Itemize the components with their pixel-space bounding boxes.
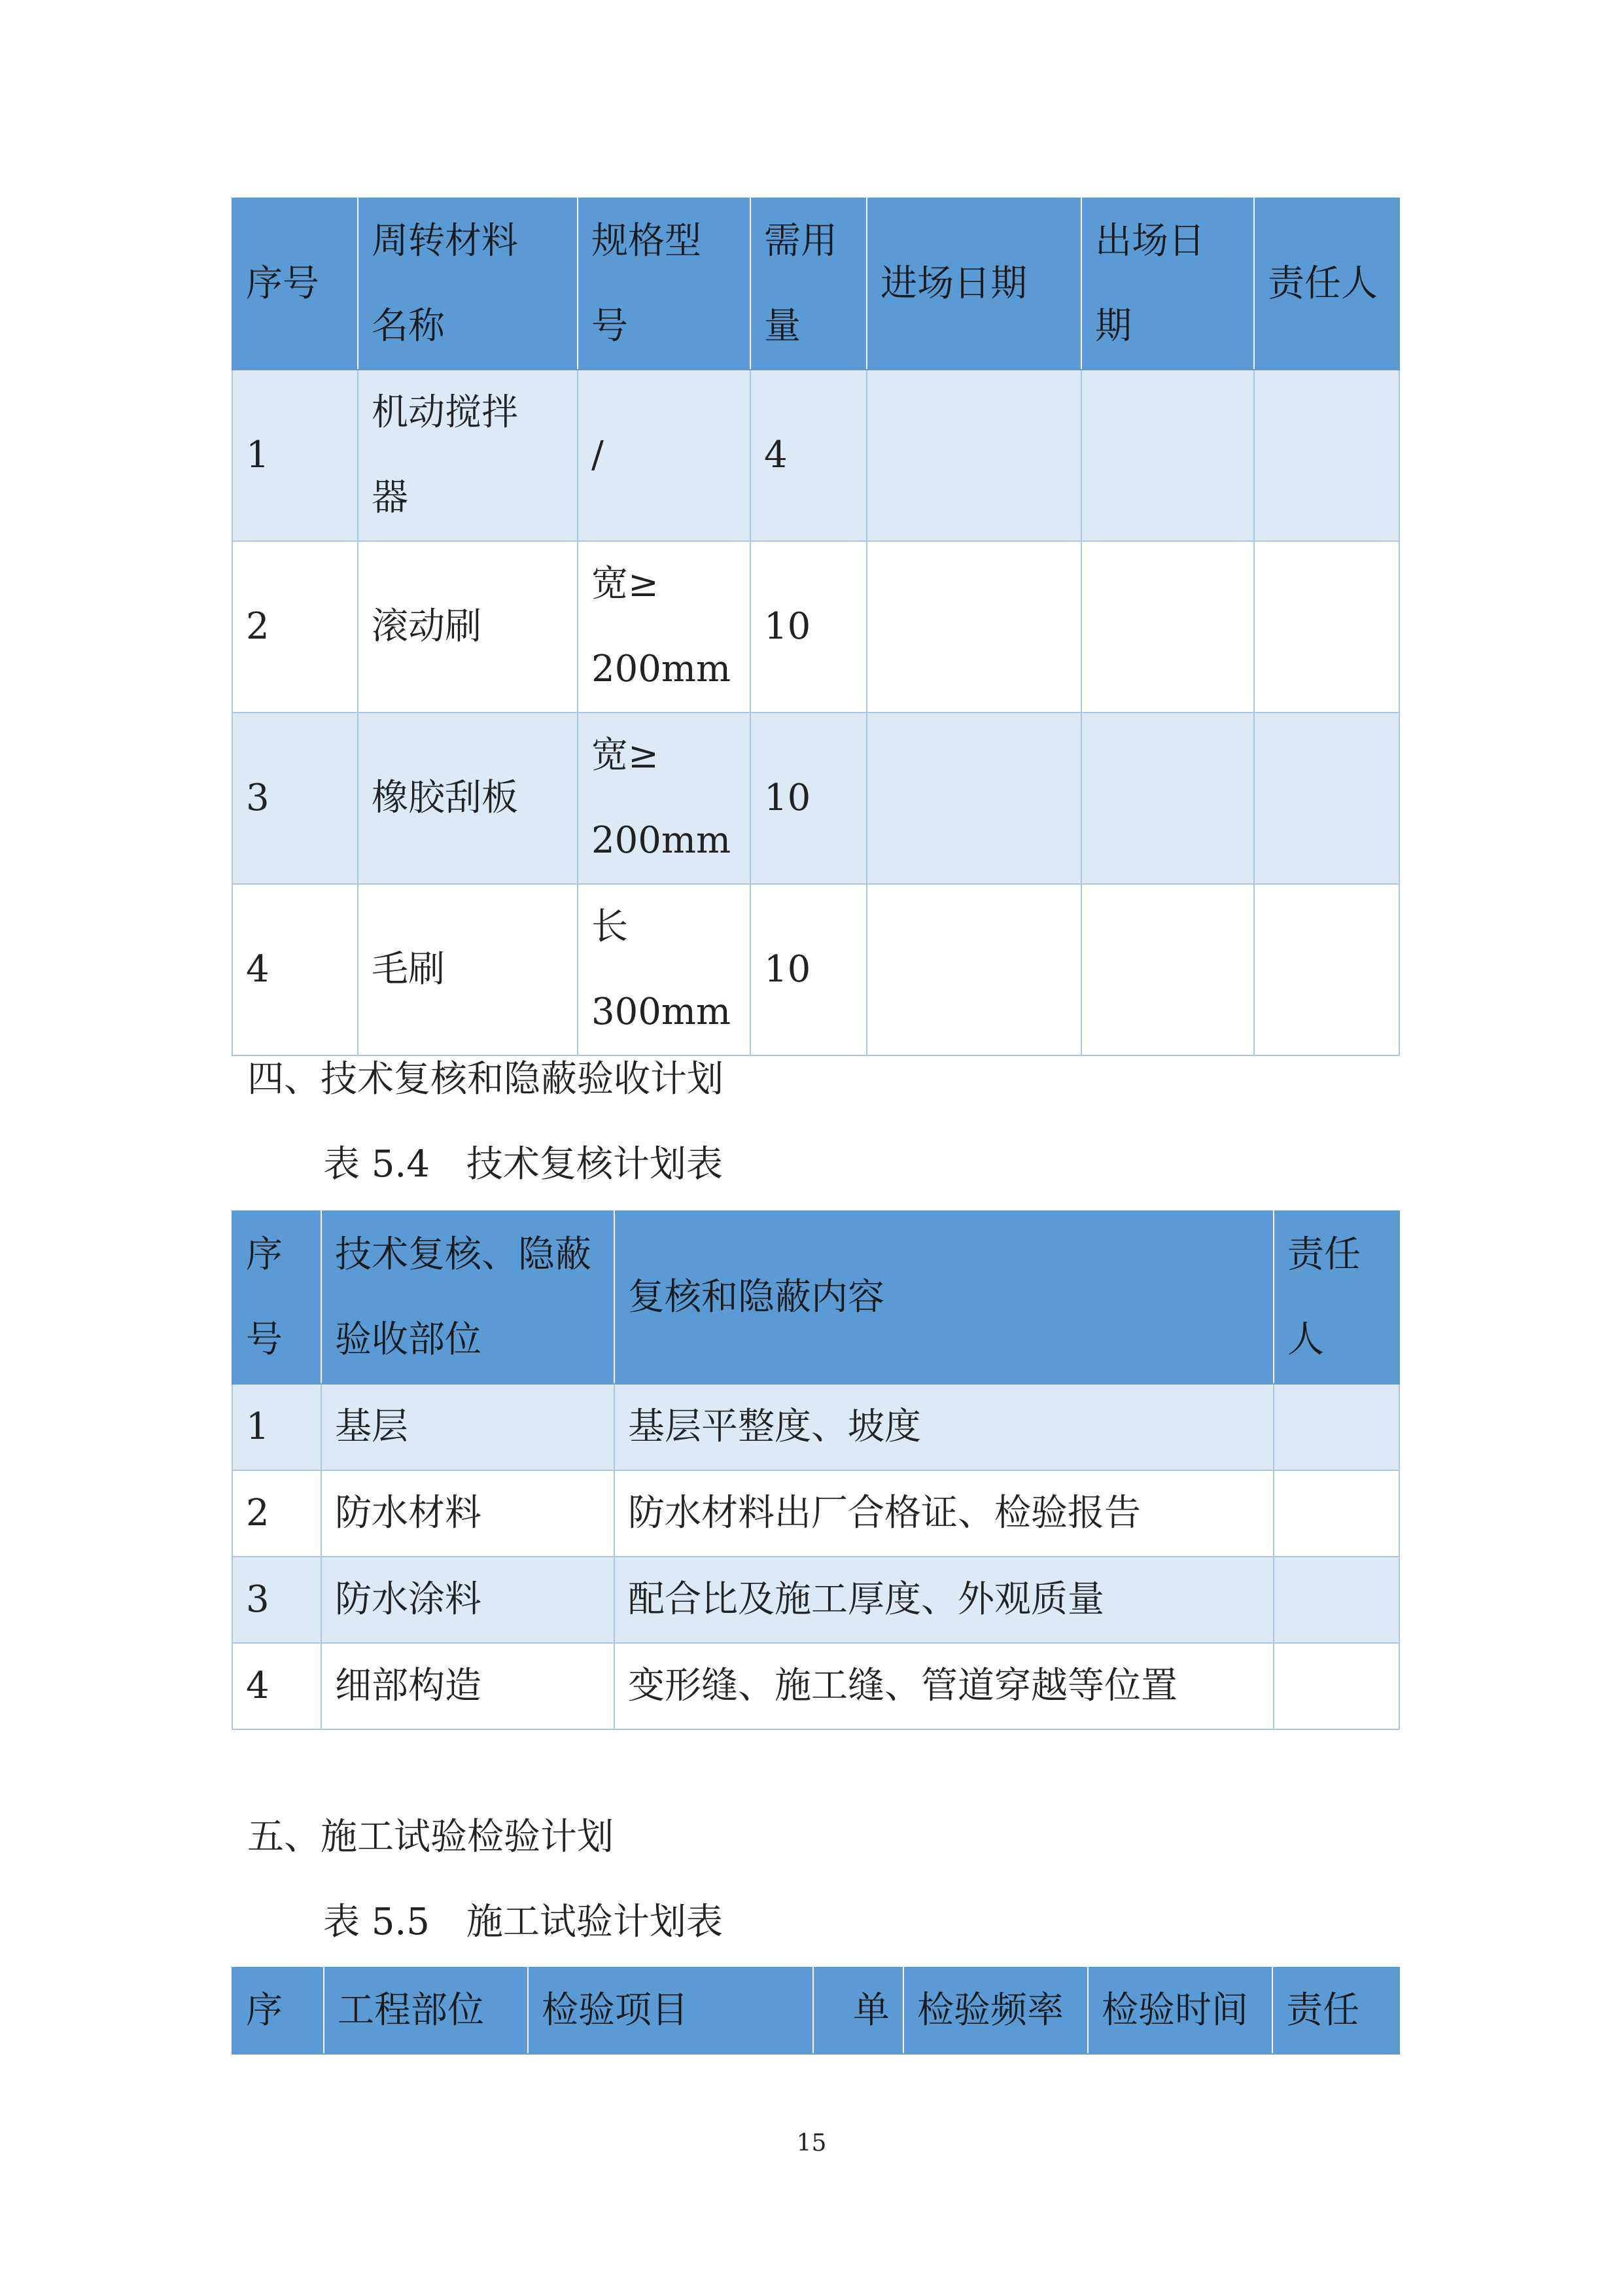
table-cell: 10	[750, 541, 867, 713]
table-row	[232, 370, 1399, 541]
table-cell: 防水涂料	[321, 1557, 614, 1643]
table-row	[232, 1643, 1399, 1729]
header-cell: 需用 量	[750, 198, 867, 370]
table-caption: 表 5.4 技术复核计划表	[323, 1143, 723, 1186]
header-cell: 复核和隐蔽内容	[614, 1211, 1274, 1384]
table-cell	[1254, 370, 1399, 541]
table-cell: 毛刷	[358, 884, 578, 1055]
header-cell: 检验项目	[528, 1968, 813, 2054]
table-cell	[1254, 713, 1399, 884]
table-cell: 机动搅拌 器	[358, 370, 578, 541]
table-cell	[1254, 884, 1399, 1055]
header-cell: 进场日期	[867, 198, 1081, 370]
table-cell: 基层平整度、坡度	[614, 1384, 1274, 1470]
header-cell: 检验时间	[1088, 1968, 1272, 2054]
table-row	[232, 1557, 1399, 1643]
table-cell	[1081, 713, 1254, 884]
header-cell: 序	[232, 1968, 324, 2054]
header-cell: 技术复核、隐蔽 验收部位	[321, 1211, 614, 1384]
table-cell	[1254, 541, 1399, 713]
table-cell: 橡胶刮板	[358, 713, 578, 884]
table-cell	[1081, 541, 1254, 713]
header-cell: 检验频率	[903, 1968, 1088, 2054]
section-heading: 五、施工试验检验计划	[247, 1816, 614, 1858]
table-caption: 表 5.5 施工试验计划表	[323, 1901, 723, 1943]
table-cell: /	[578, 370, 750, 541]
header-cell: 序号	[232, 198, 358, 370]
header-cell: 周转材料 名称	[358, 198, 578, 370]
material-table	[232, 198, 1400, 1056]
table-cell: 1	[232, 1384, 321, 1470]
table-cell: 2	[232, 541, 358, 713]
table-cell: 4	[750, 370, 867, 541]
table-cell: 宽≥ 200mm	[578, 541, 750, 713]
header-cell: 出场日 期	[1081, 198, 1254, 370]
test-plan-table	[232, 1967, 1400, 2055]
header-cell: 责任人	[1254, 198, 1399, 370]
table-cell: 4	[232, 1643, 321, 1729]
header-cell: 责任	[1272, 1968, 1399, 2054]
table-cell	[1274, 1384, 1399, 1470]
table-cell: 变形缝、施工缝、管道穿越等位置	[614, 1643, 1274, 1729]
section-heading: 四、技术复核和隐蔽验收计划	[247, 1058, 724, 1101]
header-cell: 规格型 号	[578, 198, 750, 370]
table-cell: 细部构造	[321, 1643, 614, 1729]
table-cell: 长 300mm	[578, 884, 750, 1055]
table-row	[232, 541, 1399, 713]
table-cell: 10	[750, 884, 867, 1055]
table-cell: 3	[232, 1557, 321, 1643]
table-cell	[1274, 1557, 1399, 1643]
table-cell: 3	[232, 713, 358, 884]
header-cell: 责任 人	[1274, 1211, 1399, 1384]
technical-review-table	[232, 1210, 1400, 1730]
table-cell: 2	[232, 1470, 321, 1557]
table-cell: 防水材料出厂合格证、检验报告	[614, 1470, 1274, 1557]
table-cell	[867, 370, 1081, 541]
table-row	[232, 1470, 1399, 1557]
table-cell: 配合比及施工厚度、外观质量	[614, 1557, 1274, 1643]
table-cell: 1	[232, 370, 358, 541]
table-cell	[1274, 1643, 1399, 1729]
table-cell: 4	[232, 884, 358, 1055]
table-cell	[867, 541, 1081, 713]
table-row	[232, 884, 1399, 1055]
header-cell: 序 号	[232, 1211, 321, 1384]
table-cell: 宽≥ 200mm	[578, 713, 750, 884]
table-row	[232, 713, 1399, 884]
header-cell: 单	[813, 1968, 903, 2054]
header-cell: 工程部位	[324, 1968, 528, 2054]
page-number: 15	[796, 2130, 827, 2157]
table-row	[232, 1384, 1399, 1470]
table-cell	[867, 884, 1081, 1055]
table-cell: 防水材料	[321, 1470, 614, 1557]
table-cell: 滚动刷	[358, 541, 578, 713]
table-cell	[1081, 370, 1254, 541]
table-cell: 基层	[321, 1384, 614, 1470]
table-cell: 10	[750, 713, 867, 884]
table-cell	[1274, 1470, 1399, 1557]
table-cell	[867, 713, 1081, 884]
table-cell	[1081, 884, 1254, 1055]
